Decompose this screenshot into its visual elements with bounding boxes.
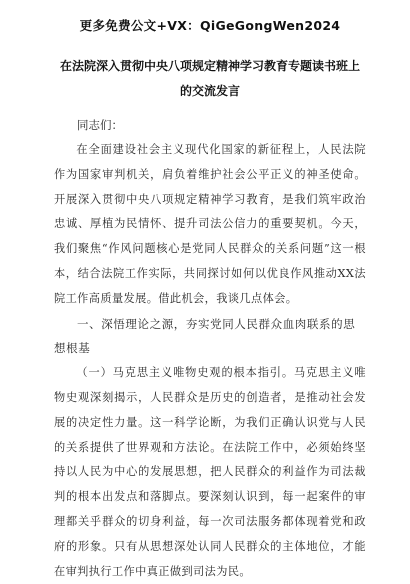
document-title — [46, 54, 374, 104]
promo-header: 更多免费公文+VX：QiGeGongWen2024 — [79, 18, 341, 33]
document-title-line-1: 在法院深入贯彻中央八项规定精神学习教育专题读书班上 — [59, 59, 360, 73]
intro-paragraph: 在全面建设社会主义现代化国家的新征程上，人民法院作为国家审判机关，肩负着维护社会公平正义的神圣使命。开展深入贯彻中央八项规定精神学习教育，是我们筑牢政治忠诚、厚植为民情怀、提升司法公信力的重要契机。今天，我们聚焦“作风问题核心是党同人民群众的关系问题”这一根本，结合法院工作实际，共同探讨如何以优良作风推动XX法院工作高质量发展。借此机会，我谈几点体会。 — [54, 143, 366, 305]
document-title-line-2: 的交流发言 — [179, 84, 240, 98]
subsection-paragraph-1: （一）马克思主义唯物史观的根本指引。马克思主义唯物史观深刻揭示，人民群众是历史的创造者，是推动社会发展的决定性力量。这一科学论断，为我们正确认识党与人民的关系提供了世界观和方法论。在法院工作中，必须始终坚持以人民为中心的发展思想，把人民群众的利益作为司法裁判的根本出发点和落脚点。要深刻认识到，每一起案件的审理都关乎群众的切身利益，每一次司法服务都体现着党和政府的形象。只有从思想深处认同人民群众的主体地位，才能在审判执行工作中真正做到司法为民。 — [54, 366, 366, 578]
section-heading-1: 一、深悟理论之源，夯实党同人民群众血肉联系的思想根基 — [54, 316, 356, 356]
salutation: 同志们： — [77, 118, 123, 132]
